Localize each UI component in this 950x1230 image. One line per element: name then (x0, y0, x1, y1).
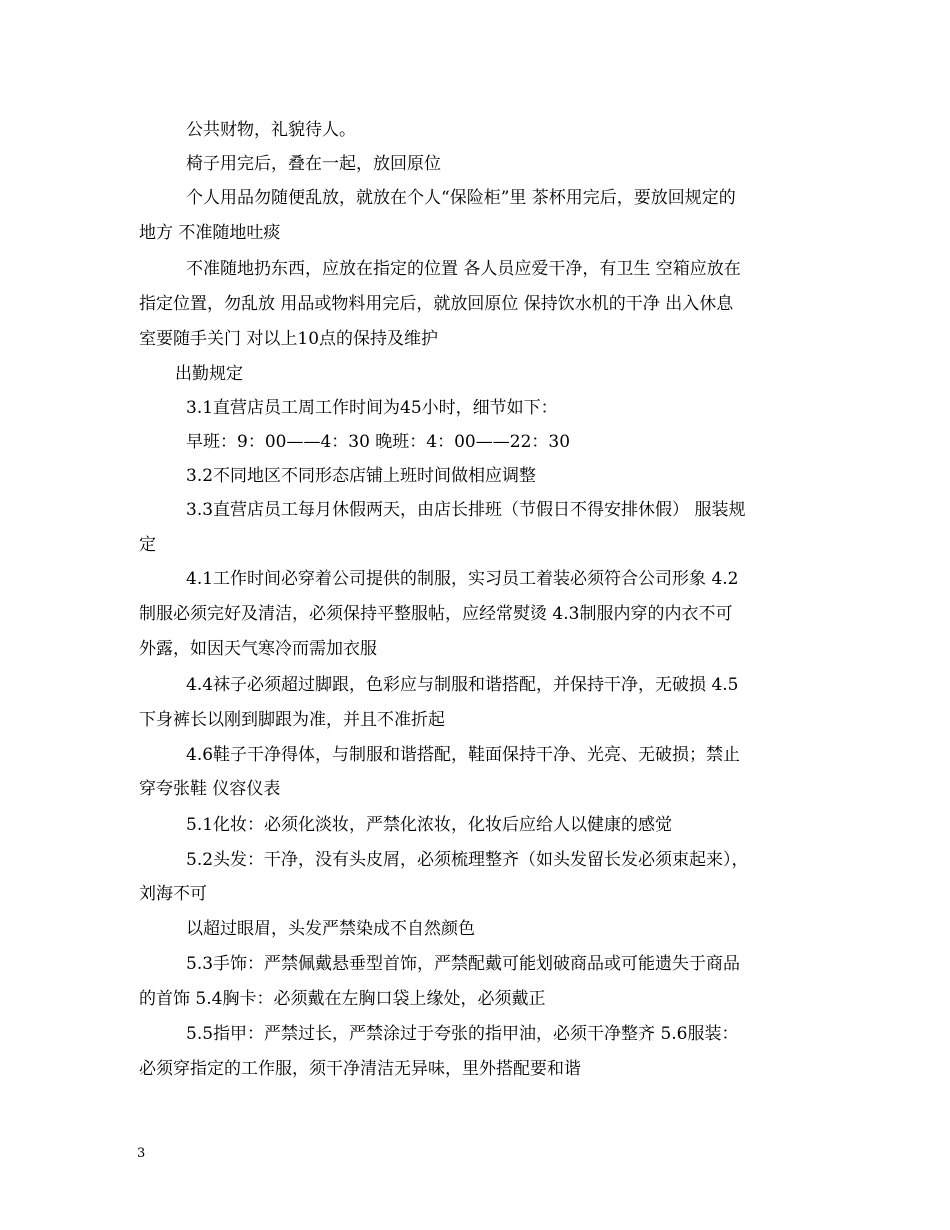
text-line: 4.1工作时间必穿着公司提供的制服，实习员工着装必须符合公司形象 4.2 (186, 569, 739, 589)
text-line: 5.5指甲：严禁过长，严禁涂过于夸张的指甲油，必须干净整齐 5.6服装： (186, 1024, 739, 1044)
text-line: 刘海不可 (139, 884, 207, 904)
text-line: 制服必须完好及清洁，必须保持平整服帖，应经常熨烫 4.3制服内穿的内衣不可 (139, 604, 733, 624)
text-line: 外露，如因天气寒冷而需加衣服 (139, 639, 377, 659)
text-line: 早班：9：00——4：30 晚班：4：00——22：30 (186, 432, 571, 452)
text-line: 不准随地扔东西，应放在指定的位置 各人员应爱干净，有卫生 空箱应放在 (186, 259, 741, 279)
text-line: 公共财物，礼貌待人。 (186, 120, 356, 140)
text-line: 下身裤长以刚到脚跟为准，并且不准折起 (139, 710, 445, 730)
text-line: 5.1化妆：必须化淡妆，严禁化浓妆，化妆后应给人以健康的感觉 (186, 815, 673, 835)
text-line: 必须穿指定的工作服，须干净清洁无异味，里外搭配要和谐 (139, 1059, 581, 1079)
text-line: 穿夸张鞋 仪容仪表 (139, 779, 281, 799)
text-line: 以超过眼眉，头发严禁染成不自然颜色 (186, 919, 475, 939)
text-line: 地方 不准随地吐痰 (139, 223, 281, 243)
text-line: 4.4袜子必须超过脚跟，色彩应与制服和谐搭配，并保持干净，无破损 4.5 (186, 675, 739, 695)
text-line: 3.2不同地区不同形态店铺上班时间做相应调整 (186, 466, 537, 486)
text-line: 室要随手关门 对以上10点的保持及维护 (139, 329, 439, 349)
text-line: 4.6鞋子干净得体，与制服和谐搭配，鞋面保持干净、光亮、无破损；禁止 (186, 745, 741, 765)
text-line: 3.3直营店员工每月休假两天，由店长排班（节假日不得安排休假） 服装规 (186, 500, 746, 520)
text-line: 椅子用完后，叠在一起，放回原位 (186, 154, 441, 174)
text-line: 5.2头发：干净，没有头皮屑，必须梳理整齐（如头发留长发必须束起来）， (186, 850, 749, 870)
text-line: 定 (139, 535, 156, 555)
text-line: 5.3手饰：严禁佩戴悬垂型首饰，严禁配戴可能划破商品或可能遗失于商品 (186, 954, 741, 974)
text-line: 3.1直营店员工周工作时间为45小时，细节如下： (186, 398, 558, 418)
section-heading: 出勤规定 (175, 364, 243, 384)
page-number: 3 (137, 1146, 146, 1161)
text-line: 指定位置，勿乱放 用品或物料用完后，就放回原位 保持饮水机的干净 出入休息 (139, 294, 734, 314)
text-line: 个人用品勿随便乱放，就放在个人“保险柜”里 茶杯用完后，要放回规定的 (186, 188, 736, 208)
text-line: 的首饰 5.4胸卡：必须戴在左胸口袋上缘处，必须戴正 (139, 989, 546, 1009)
